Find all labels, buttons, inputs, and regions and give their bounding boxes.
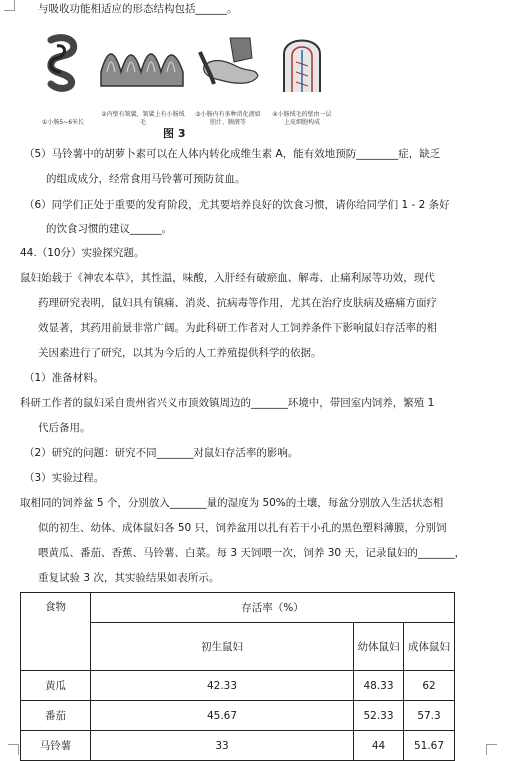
figure-panel-1: [37, 32, 89, 126]
step1-text-1: 科研工作者的鼠妇采自贵州省兴义市顶效镇周边的_______环境中，带回室内饲养，繁殖 1: [20, 397, 435, 409]
figure-caption-3: ③小肠内有多种消化液如胆汁、胰液等: [195, 111, 261, 126]
header-juvenile: 幼体鼠妇: [354, 623, 404, 671]
table-row: [21, 731, 455, 761]
juvenile-cell: 52.33: [354, 701, 404, 731]
figure-caption-2: ②内壁有皱襞，皱襞上有小肠绒毛: [101, 111, 185, 126]
crop-mark-bottom-right: [486, 744, 497, 755]
digestive-glands-illustration: [194, 32, 262, 96]
food-cell: 马铃薯: [21, 731, 91, 761]
crop-mark-top-left: [4, 0, 15, 11]
survival-rate-table: [20, 592, 455, 761]
juvenile-cell: 48.33: [354, 671, 404, 701]
juvenile-cell: 44: [354, 731, 404, 761]
figure-panel-3: [194, 32, 262, 126]
villus-illustration: [270, 32, 334, 96]
step3-text-4: 重复试验 3 次，其实验结果如表所示。: [38, 572, 220, 584]
step3-text-1: 取相同的饲养盆 5 个，分别放入_______量的湿度为 50%的土壤，每盆分别放入生活状态相: [20, 497, 444, 509]
q44-title: 44.（10分）实验探究题。: [20, 247, 145, 259]
header-adult: 成体鼠妇: [404, 623, 455, 671]
food-cell: 番茄: [21, 701, 91, 731]
table-row: [21, 671, 455, 701]
q44-intro-2: 药理研究表明，鼠妇具有镇痛、消炎、抗病毒等作用，尤其在治疗皮肤病及癌痛方面疗: [38, 297, 437, 309]
figure-caption-1: ①小肠5~6米长: [41, 118, 85, 126]
step3-text-3: 喂黄瓜、番茄、香蕉、马铃薯、白菜。每 3 天饲喂一次，饲养 30 天，记录鼠妇的_______，: [38, 547, 466, 559]
figure-panel-4: [270, 32, 334, 126]
table-row: [21, 701, 455, 731]
intestine-folds-illustration: [99, 32, 187, 96]
figure-label: 图 3: [163, 127, 186, 140]
q44-intro-4: 关因素进行了研究，以其为今后的人工养殖提供科学的依据。: [38, 347, 322, 359]
figure-caption-4: ④小肠绒毛的壁由一层上皮细胞构成: [272, 111, 332, 126]
q5-line-2: 的组成成分，经常食用马铃薯可预防贫血。: [46, 173, 246, 185]
newborn-cell: 45.67: [91, 701, 354, 731]
crop-mark-bottom-left: [8, 744, 19, 755]
step3-text-2: 似的初生、幼体、成体鼠妇各 50 只，饲养盆用以扎有若干小孔的黑色塑料薄膜，分别饲: [38, 522, 447, 534]
adult-cell: 57.3: [404, 701, 455, 731]
adult-cell: 51.67: [404, 731, 455, 761]
q6-line-1: （6）同学们正处于重要的发育阶段，尤其要培养良好的饮食习惯，请你给同学们 1 - 2 条好: [24, 199, 450, 211]
q5-line-1: （5）马铃薯中的胡萝卜素可以在人体内转化成维生素 A，能有效地预防________症，缺乏: [24, 148, 441, 160]
q44-intro-1: 鼠妇始载于《神农本草》，其性温，味酸，入肝经有破瘀血、解毒、止痛利尿等功效，现代: [20, 272, 435, 284]
food-cell: 黄瓜: [21, 671, 91, 701]
top-line: 与吸收功能相适应的形态结构包括______。: [38, 3, 238, 15]
header-food: 食物: [21, 593, 91, 671]
newborn-cell: 33: [91, 731, 354, 761]
intestine-coil-illustration: [37, 32, 89, 92]
adult-cell: 62: [404, 671, 455, 701]
q44-intro-3: 效显著，其药用前景非常广阔。为此科研工作者对人工饲养条件下影响鼠妇存活率的相: [38, 322, 437, 334]
step2-text: （2）研究的问题：研究不同_______对鼠妇存活率的影响。: [24, 447, 299, 459]
q6-line-2: 的饮食习惯的建议______。: [46, 223, 172, 235]
header-newborn: 初生鼠妇: [91, 623, 354, 671]
step3-title: （3）实验过程。: [24, 472, 105, 484]
figure-panel-2: [99, 32, 187, 126]
step1-title: （1）准备材料。: [24, 372, 105, 384]
header-survival-rate: 存活率（%）: [91, 593, 455, 623]
step1-text-2: 代后备用。: [38, 422, 91, 434]
newborn-cell: 42.33: [91, 671, 354, 701]
